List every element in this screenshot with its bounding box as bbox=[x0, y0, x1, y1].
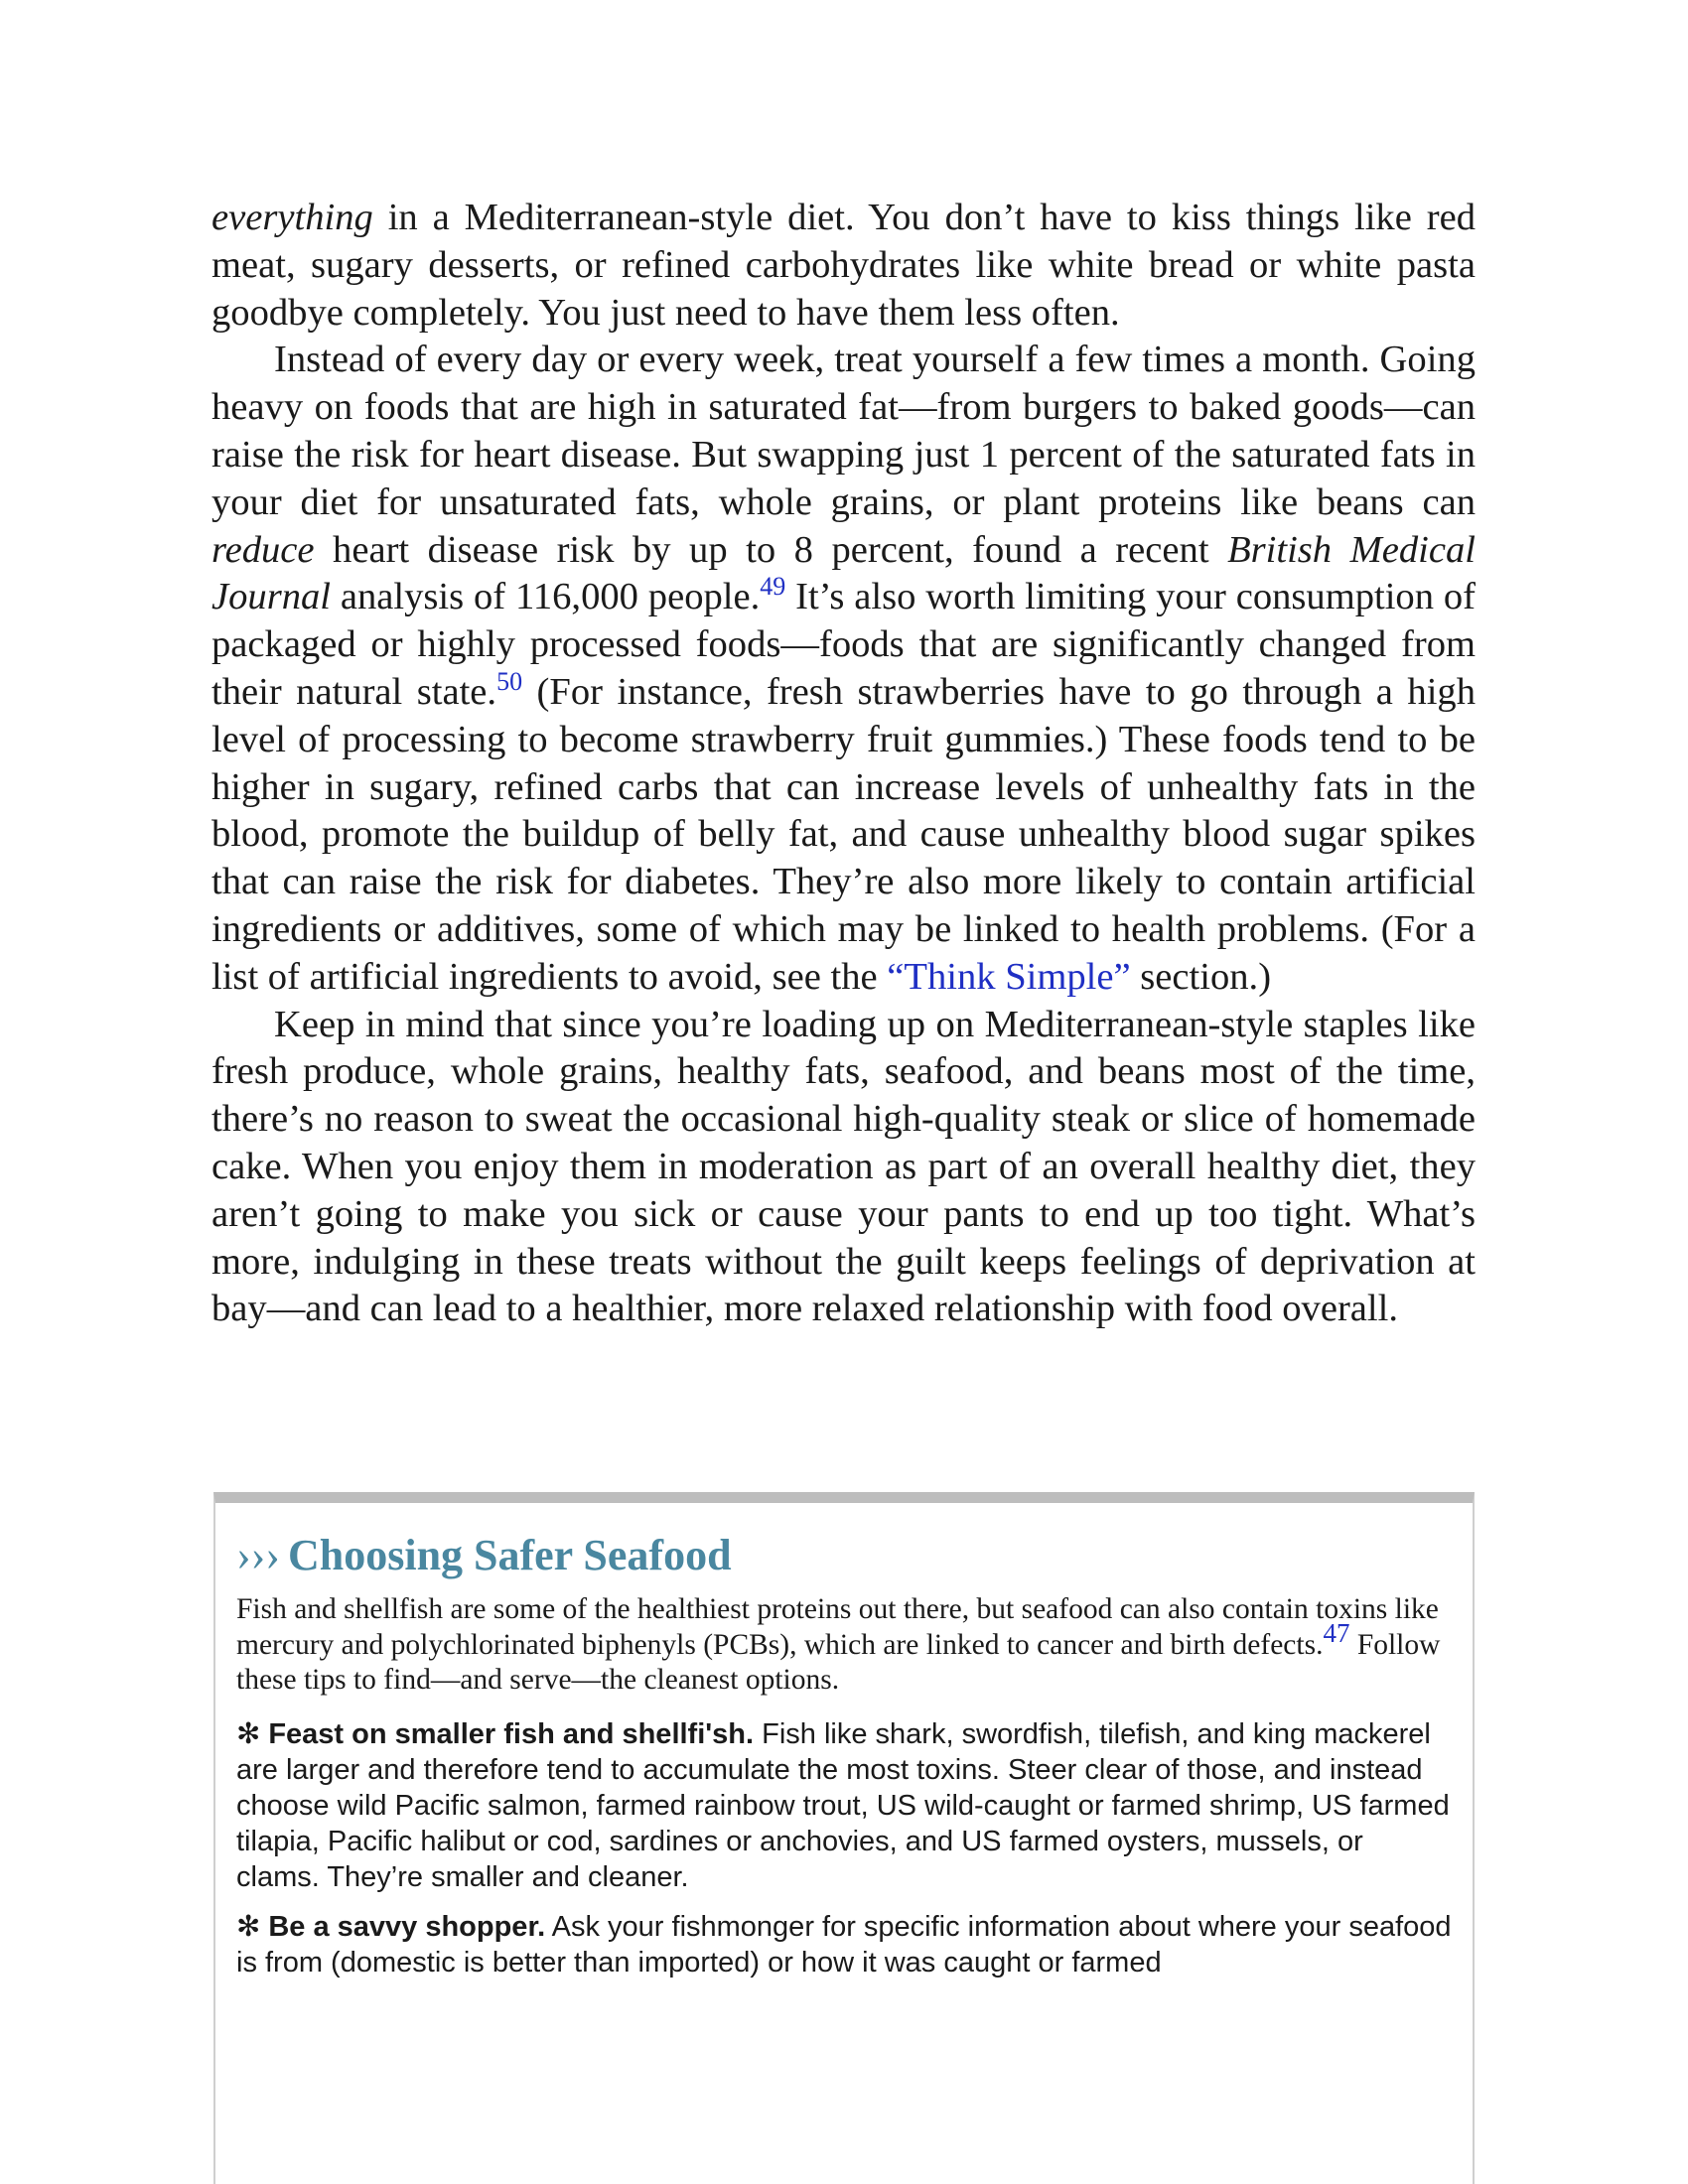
sidebar-title bbox=[236, 1527, 1453, 1584]
paragraph-text: analysis of 116,000 people. bbox=[331, 576, 761, 618]
emphasis: everything bbox=[211, 197, 373, 238]
asterisk-bullet-icon: ✻ bbox=[236, 1910, 261, 1943]
paragraph-2 bbox=[211, 337, 1476, 1001]
seafood-sidebar bbox=[213, 1492, 1475, 2184]
asterisk-bullet-icon: ✻ bbox=[236, 1717, 261, 1750]
intro-text: Fish and shellfish are some of the healthiest proteins out there, but seafood can also contain toxins like mercury and polychlorinated biphenyls (PCBs), which are linked to cancer and birth defects. bbox=[236, 1593, 1439, 1661]
paragraph-3: Keep in mind that since you’re loading up on Mediterranean-style staples like fresh produce, whole grains, healthy fats, seafood, and beans most of the time, there’s no reason to sweat the occasional high-quality steak or slice of homemade cake. When you enjoy them in moderation as part of an overall healthy diet, they aren’t going to make you sick or cause your pants to end up too tight. What’s more, indulging in these treats without the guilt keeps feelings of deprivation at bay—and can lead to a healthier, more relaxed relationship with food overall. bbox=[211, 1003, 1476, 1330]
tip-item bbox=[236, 1909, 1453, 1980]
think-simple-link[interactable]: “Think Simple” bbox=[887, 955, 1131, 998]
paragraph-text: in a Mediterranean-style diet. You don’t have to kiss things like red meat, sugary desserts, or refined carbohydrates like white bread or white pasta goodbye completely. You just need to have them less often. bbox=[211, 197, 1476, 334]
sidebar-title-text: Choosing Safer Seafood bbox=[287, 1531, 732, 1579]
footnote-49-link[interactable]: 49 bbox=[760, 572, 786, 602]
tip-heading: Be a savvy shopper. bbox=[268, 1910, 546, 1943]
paragraph-1 bbox=[211, 195, 1476, 337]
footnote-47-link[interactable]: 47 bbox=[1323, 1617, 1350, 1648]
footnote-50-link[interactable]: 50 bbox=[496, 666, 523, 696]
paragraph-text: It’s also worth limiting your consumption of packaged or highly processed foods—foods that are significantly changed from their natural state. bbox=[211, 576, 1476, 713]
journal-title: British Medical Journal bbox=[211, 528, 1477, 618]
tip-item bbox=[236, 1716, 1453, 1895]
main-text bbox=[211, 195, 1476, 1333]
chevron-icon: ››› bbox=[236, 1531, 280, 1579]
sidebar-intro bbox=[236, 1592, 1453, 1699]
paragraph-text: section.) bbox=[1130, 955, 1272, 998]
tip-heading: Feast on smaller fish and shellfi'sh. bbox=[268, 1717, 755, 1750]
tip-text: Fish like shark, swordfish, tilefish, and king mackerel are larger and therefore tend to accumulate the most toxins. Steer clear of those, and instead choose wild Pacific salmon, farmed rainbow trout, US wild-caught or farmed shrimp, US farmed tilapia, Pacific halibut or cod, sardines or anchovies, and US farmed oysters, mussels, or clams. They’re smaller and cleaner. bbox=[236, 1717, 1450, 1893]
intro-text: Follow these tips to find—and serve—the cleanest options. bbox=[236, 1628, 1441, 1696]
tip-text: Ask your fishmonger for specific information about where your seafood is from (domestic is better than imported) or how it was caught or farmed bbox=[236, 1910, 1452, 1979]
paragraph-text: heart disease risk by up to 8 percent, found a recent bbox=[314, 528, 1228, 571]
paragraph-text: Instead of every day or every week, treat yourself a few times a month. Going heavy on foods that are high in saturated fat—from burgers to baked goods—can raise the risk for heart disease. But swapping just 1 percent of the saturated fats in your diet for unsaturated fats, whole grains, or plant proteins like beans can bbox=[211, 339, 1476, 523]
emphasis: reduce bbox=[211, 528, 315, 571]
paragraph-text: (For instance, fresh strawberries have to go through a high level of processing to become strawberry fruit gummies.) These foods tend to be higher in sugary, refined carbs that can increase levels of unhealthy fats in the blood, promote the buildup of belly fat, and cause unhealthy blood sugar spikes that can raise the risk for diabetes. They’re also more likely to contain artificial ingredients or additives, some of which may be linked to health problems. (For a list of artificial ingredients to avoid, see the bbox=[211, 670, 1476, 998]
